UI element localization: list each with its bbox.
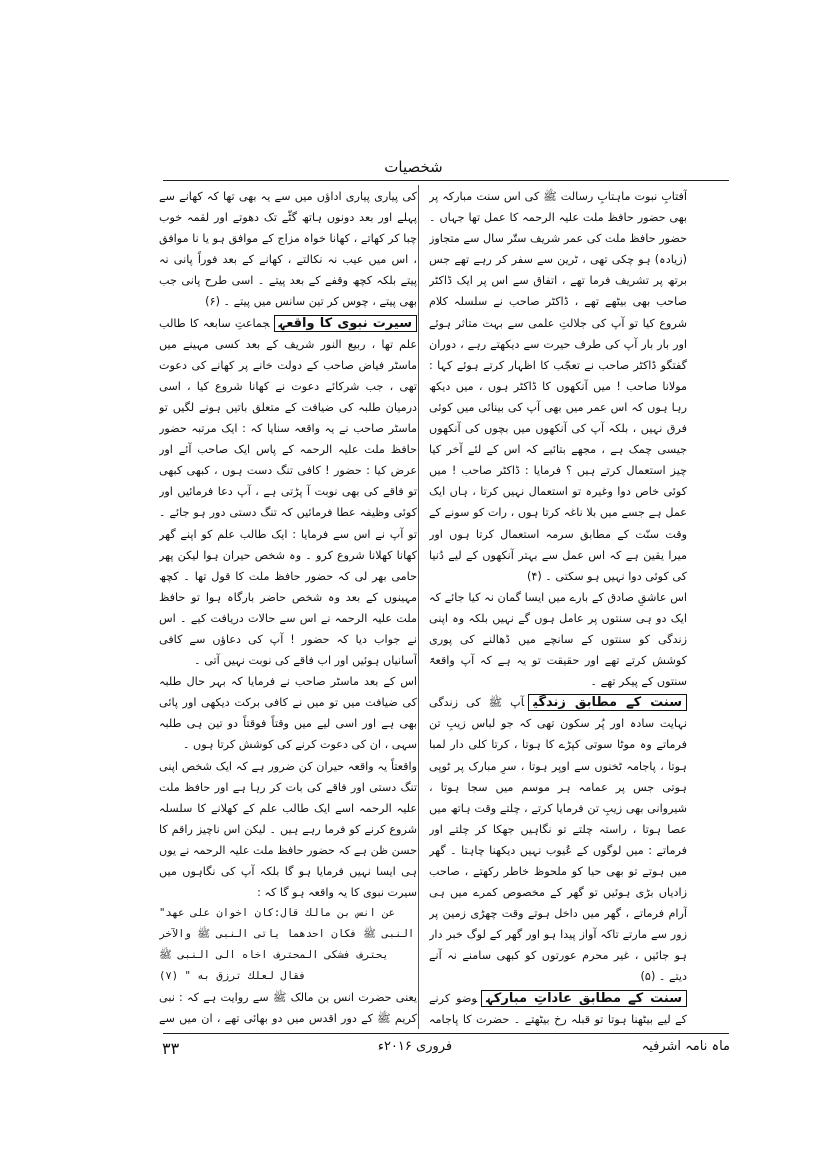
section (159, 313, 417, 672)
header-rule (163, 180, 729, 181)
paragraph: اس کے بعد ماسٹر صاحب نے فرمایا کہ بہر حال طلبہ کی ضیافت میں تو میں نے کافی برکت دیکھی اور پائی بھی ہے اور اسی لیے میں وقتاً فوقتاً دو تین ہی طلبہ سہی ، ان کی دعوت کرنے کی کوشش کرتا ہوں ۔ (159, 675, 417, 752)
paragraph: آفتابِ نبوت ماہتابِ رسالت ﷺ کی اس سنت مبارکہ پر بھی حضور حافظ ملت علیہ الرحمہ کا عمل تھا جہاں ۔ حضور حافظ ملت کی عمر شریف ستّر سال سے متجاوز (زیادہ) ہو چکی تھی ، ٹرین سے سفر کر رہے تھے جس برتھ پر تشریف فرما تھے ، اتفاق سے اس پر ایک ڈاکٹر صاحب بھی بیٹھے تھے ، ڈاکٹر صاحب نے سلسلہ کلام شروع کیا تو آپ کی جلالتِ علمی سے بہت متاثر ہوئے اور بار بار آپ کی طرف حیرت سے دیکھتے رہے ، دوران گفتگو ڈاکٹر صاحب نے تعجّب کا اظہار کرتے ہوئے کہا : مولانا صاحب ! میں آنکھوں کا ڈاکٹر ہوں ، میں دیکھ رہا ہوں کہ اس عمر میں بھی آپ کی بینائی میں کوئی فرق نہیں ، بلکہ آپ کی آنکھوں میں بچوں کی آنکھوں جیسی چمک ہے ، مجھے بتائیے کہ اس کے لئے آخر کیا چیز استعمال کرتے ہیں ؟ فرمایا : ڈاکٹر صاحب ! میں کوئی خاص دوا وغیرہ تو استعمال نہیں کرتا ، ہاں ایک عمل ہے جسے میں بلا ناغہ کرتا ہوں ، رات کو سونے کے وقت سنّت کے مطابق سرمہ استعمال کرتا ہوں اور میرا یقین ہے کہ اس عمل سے بہتر آنکھوں کے لیے دُنیا کی کوئی دوا نہیں ہو سکتی ۔ (۴) (429, 190, 687, 583)
section (429, 692, 687, 987)
paragraph-text: آپ ﷺ کی زندگی نہایت سادہ اور پُر سکون تھی کہ جو لباس زیبِ تن فرماتے وہ موٹا سوتی کپڑے کا ہوتا ، کرتا کلی دار لمبا ہوتا ، پاجامہ ٹخنوں سے اوپر ہوتا ، سرِ مبارک پر ٹوپی ہوتی جس پر عمامہ ہر موسم میں سجا ہوتا ، شیروانی بھی زیبِ تن فرمایا کرتے ، چلتے وقت ہاتھ میں عصا ہوتا ، راستہ چلتے تو نگاہیں جھکا کر چلتے اور فرماتے : میں لوگوں کے عُیوب نہیں دیکھنا چاہتا ۔ گھر میں ہوتے تو بھی حیا کو ملحوظ خاطر رکھتے ، صاحب زادیاں بڑی ہوئیں تو گھر کے مخصوص کمرے میں ہی آرام فرماتے ، گھر میں داخل ہوتے وقت چھڑی زمین پر زور سے مارتے تاکہ آواز پیدا ہو اور گھر کے لوگ خبر دار ہو جائیں ، غیر محرم عورتوں کو کبھی سامنے نہ آنے دیتے ۔ (۵) (429, 696, 687, 984)
paragraph-text: وضو کرنے کے لیے بیٹھنا ہوتا تو قبلہ رخ بیٹھتے ۔ حضرت کا پاجامہ (429, 991, 687, 1026)
paragraph: کی پیاری پیاری اداؤں میں سے یہ بھی تھا کہ کھانے سے پہلے اور بعد دونوں ہاتھ گٹّے تک دھوتے اور لقمہ خوب چبا کر کھاتے ، کھانا خواہ مزاج کے موافق ہو یا نا موافق ، اس میں عیب نہ نکالتے ، کھانے کے بعد فوراً پانی نہ پیتے بلکہ کچھ وقفے کے بعد پیتے ۔ اسی طرح پانی جب بھی پیتے ، چوس کر تین سانس میں پیتے ۔ (۶) (159, 190, 417, 309)
paragraph-text: جماعتِ سابعہ کا طالب علم تھا ، ربیع النور شریف کے بعد کسی مہینے میں ماسٹر فیاض صاحب کے دولت خانے پر کھانے کی دعوت تھی ، جب شرکائے دعوت نے کھانا شروع کیا ، اسی درمیان طلبہ کی ضیافت کے متعلق باتیں ہونے لگیں تو ماسٹر صاحب نے یہ واقعہ سنایا کہ : ایک مرتبہ حضور حافظ ملت علیہ الرحمہ کے پاس ایک صاحب آئے اور عرض کیا : حضور ! کافی تنگ دست ہوں ، کبھی کبھی تو فاقے کی بھی نوبت آ پڑتی ہے ، آپ دعا فرمائیں اور کوئی وظیفہ عطا فرمائیں کہ تنگ دستی دور ہو جائے ۔ تو آپ نے اس سے فرمایا : ایک طالب علم کو اپنے گھر کھانا کھلانا شروع کرو ۔ وہ شخص حیران ہوا لیکن پھر حامی بھر لی کہ حضور حافظ ملت کا قول تھا ۔ کچھ مہینوں کے بعد وہ شخص حاضر بارگاہ ہوا تو حافظ ملت علیہ الرحمہ نے اس سے حالات دریافت کیے ۔ اس نے جواب دیا کہ حضور ! آپ کی دعاؤں سے کافی آسانیاں ہوئیں اور اب فاقے کی نوبت نہیں آتی ۔ (159, 316, 417, 668)
section (429, 988, 687, 1028)
running-header: شخصیات (384, 158, 443, 176)
journal-name: ماہ نامہ اشرفیہ (641, 1039, 730, 1054)
paragraph: یعنی حضرت انس بن مالک ﷺ سے روایت ہے کہ : نبی کریم ﷺ کے دور اقدس میں دو بھائی تھے ، ان میں سے (159, 991, 417, 1026)
section-heading: سنت کے مطابق زندگی (528, 694, 687, 711)
right-column (429, 186, 687, 1028)
issue-date: فروری ۲۰۱۶ء (377, 1039, 453, 1054)
paragraph: اس عاشقِ صادق کے بارے میں ایسا گمان نہ کیا جائے کہ ایک دو ہی سنتوں پر عامل ہوں گے نہیں بلکہ وہ اپنی زندگی کو سنتوں کے سانچے میں ڈھالنے کی پوری کوشش کرتے تھے اور حقیقت تو یہ ہے کہ آپ واقعۃً سنتوں کے پیکر تھے ۔ (429, 590, 687, 689)
footer-rule (163, 1033, 729, 1034)
paragraph: واقعتاً یہ واقعہ حیران کن ضرور ہے کہ ایک شخص اپنی تنگ دستی اور فاقے کی بات کر رہا ہے اور حافظ ملت علیہ الرحمہ اسے ایک طالب علم کے کھلانے کا سلسلہ شروع کرنے کو فرما رہے ہیں ۔ لیکن اس ناچیز راقم کا حسن ظن ہے کہ حضور حافظ ملت علیہ الرحمہ نے یوں ہی ایسا نہیں فرمایا ہو گا بلکہ آپ کی نگاہوں میں سیرت نبوی کا یہ واقعہ ہو گا کہ : (159, 759, 417, 900)
page-number: ۳۳ (162, 1039, 180, 1058)
column-divider (418, 185, 419, 1029)
section-heading: سنت کے مطابق عاداتِ مبارکہ (481, 990, 687, 1007)
left-column (159, 186, 417, 1028)
section-heading: سیرت نبوی کا واقعہ (274, 315, 417, 332)
arabic-hadith-quote: "عن انس بن مالك قال:كان اخوان على عهد النبى ﷺ فكان احدهما ياتى النبى ﷺ والآخر يحترف فشكى المحترف اخاه الى النبى ﷺ فقال لعلك ترزق به " (٧) (159, 907, 415, 983)
